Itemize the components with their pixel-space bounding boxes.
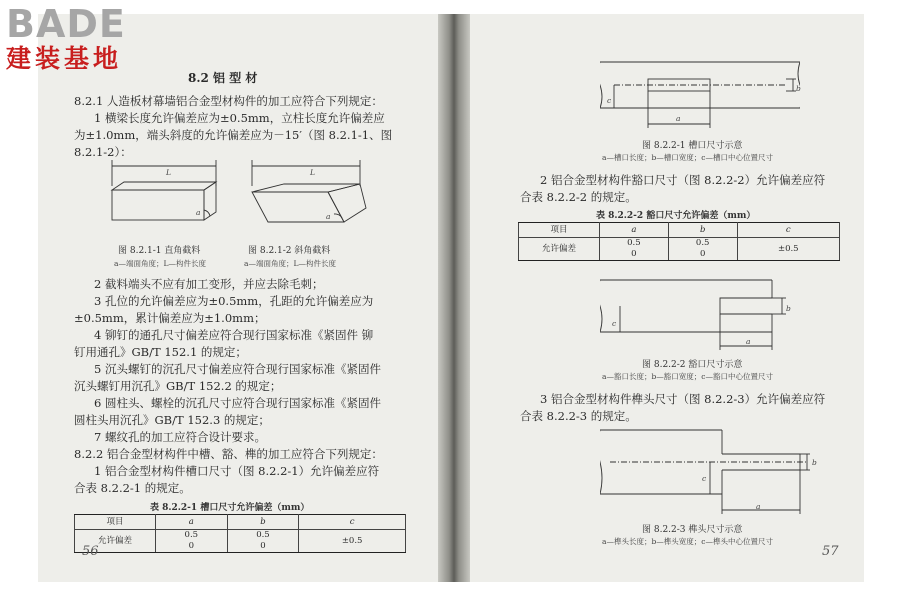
angle-arc — [204, 210, 210, 216]
fig2-label-a: a — [326, 212, 331, 221]
left-page — [38, 14, 438, 582]
text-line: 合表 8.2.2-2 的规定。 — [520, 190, 637, 204]
fig2-caption: 图 8.2.1-2 斜角截料 — [248, 246, 331, 256]
page-number: 57 — [822, 544, 839, 559]
fig5-caption: 图 8.2.2-3 榫头尺寸示意 — [642, 525, 743, 535]
text-line: 2 截料端头不应有加工变形，并应去除毛刺； — [94, 277, 324, 291]
fig3-label-a: a — [676, 114, 681, 123]
section-title: 8.2 铝 型 材 — [188, 71, 258, 85]
book-gutter — [438, 14, 470, 582]
text-line: 沉头螺钉用沉孔》GB/T 152.2 的规定； — [74, 379, 282, 393]
table-header: c — [737, 223, 839, 238]
fig1-label-a: a — [196, 208, 201, 217]
fig3-note: a—槽口长度；b—槽口宽度；c—槽口中心位置尺寸 — [602, 153, 773, 162]
figure-slot — [600, 52, 800, 134]
angle-arc — [334, 214, 342, 218]
fig5-label-b: b — [812, 458, 817, 467]
tol-lower: 0 — [260, 541, 266, 551]
tol-lower: 0 — [188, 541, 195, 551]
figure-tenon — [600, 424, 810, 520]
fig1-note: a—端面角度；L—构件长度 — [114, 259, 206, 268]
fig5-note: a—榫头长度；b—榫头宽度；c—榫头中心位置尺寸 — [602, 537, 773, 546]
fig3-caption: 图 8.2.2-1 槽口尺寸示意 — [642, 141, 743, 151]
profile-top-face — [112, 182, 216, 190]
fig1-label-L: L — [166, 168, 171, 177]
brand-logo — [6, 4, 126, 74]
logo-text-cn: 建装基地 — [6, 44, 123, 73]
text-line: 4 铆钉的通孔尺寸偏差应符合现行国家标准《紧固件 铆 — [94, 328, 374, 342]
table-cell — [156, 530, 228, 553]
fig4-label-c: c — [612, 319, 617, 328]
table2-title: 表 8.2.2-2 豁口尺寸允许偏差（mm） — [596, 211, 756, 221]
logo-text-en: BADE — [6, 2, 126, 46]
text-line: 合表 8.2.2-1 的规定。 — [74, 481, 191, 495]
tol-lower: 0 — [699, 249, 706, 259]
text-line: 6 圆柱头、螺栓的沉孔尺寸应符合现行国家标准《紧固件 — [94, 396, 381, 410]
fig3-label-c: c — [607, 96, 612, 105]
table-header: 项目 — [75, 515, 156, 530]
text-line: 3 孔位的允许偏差应为±0.5mm，孔距的允许偏差应为 — [94, 294, 374, 308]
text-line: 3 铝合金型材构件榫头尺寸（图 8.2.2-3）允许偏差应符 — [540, 392, 826, 406]
table-header: b — [227, 515, 299, 530]
tol-upper: 0.5 — [256, 530, 270, 540]
profile-end-face — [204, 182, 216, 220]
table-cell — [600, 238, 669, 261]
notch-outline — [720, 298, 772, 314]
table-row-label: 允许偏差 — [519, 238, 600, 261]
text-line: 5 沉头螺钉的沉孔尺寸偏差应符合现行国家标准《紧固件 — [94, 362, 381, 376]
fig1-caption: 图 8.2.1-1 直角截料 — [118, 246, 201, 256]
text-line: 1 铝合金型材构件槽口尺寸（图 8.2.2-1）允许偏差应符 — [94, 464, 380, 478]
fig4-label-b: b — [786, 304, 791, 313]
fig4-caption: 图 8.2.2-2 豁口尺寸示意 — [642, 360, 743, 370]
text-line: 8.2.1-2）： — [74, 145, 132, 159]
break-line — [600, 280, 602, 332]
text-line: 2 铝合金型材构件豁口尺寸（图 8.2.2-2）允许偏差应符 — [540, 173, 826, 187]
fig4-note: a—豁口长度；b—豁口宽度；c—豁口中心位置尺寸 — [602, 372, 773, 381]
table1-title: 表 8.2.2-1 槽口尺寸允许偏差（mm） — [150, 503, 310, 513]
clause-8-2-1: 8.2.1 人造板材幕墙铝合金型材构件的加工应符合下列规定： — [74, 94, 383, 108]
profile-bevel-face — [328, 184, 366, 222]
table-8-2-2-1 — [74, 514, 406, 553]
table-header: b — [668, 223, 737, 238]
table-cell: ±0.5 — [299, 530, 406, 553]
text-line: 为±1.0mm，端头斜度的允许偏差应为－15′（图 8.2.1-1、图 — [74, 128, 393, 142]
break-line — [600, 430, 602, 494]
figure-right-angle-cut — [104, 156, 224, 238]
fig5-label-a: a — [756, 502, 761, 511]
fig3-label-b: b — [796, 84, 801, 93]
table-header: c — [299, 515, 406, 530]
table-header: a — [600, 223, 669, 238]
fig2-label-L: L — [310, 168, 315, 177]
figure-bevel-cut — [242, 156, 372, 238]
table-header: 项目 — [519, 223, 600, 238]
text-line: 圆柱头用沉孔》GB/T 152.3 的规定； — [74, 413, 270, 427]
right-page — [470, 14, 864, 582]
tol-upper: 0.5 — [627, 238, 641, 248]
slot-outline — [648, 79, 710, 91]
page-number: 56 — [82, 544, 99, 559]
table-cell — [668, 238, 737, 261]
tol-upper: 0.5 — [695, 238, 710, 248]
text-line: 1 横梁长度允许偏差应为±0.5mm，立柱长度允许偏差应 — [94, 111, 385, 125]
table-cell — [227, 530, 299, 553]
break-line — [600, 62, 602, 108]
fig2-note: a—端面角度；L—构件长度 — [244, 259, 336, 268]
text-line: 钉用通孔》GB/T 152.1 的规定； — [74, 345, 247, 359]
table-cell: ±0.5 — [737, 238, 839, 261]
table-header: a — [156, 515, 228, 530]
tol-upper: 0.5 — [184, 530, 199, 540]
fig4-label-a: a — [746, 337, 751, 346]
profile-front-face — [112, 190, 204, 220]
clause-8-2-2: 8.2.2 铝合金型材构件中槽、豁、榫的加工应符合下列规定： — [74, 447, 383, 461]
table-8-2-2-2 — [518, 222, 840, 261]
book-spread — [38, 14, 864, 582]
table-row-label: 允许偏差 — [75, 530, 156, 553]
text-line: 7 螺纹孔的加工应符合设计要求。 — [94, 430, 266, 444]
text-line: ±0.5mm，累计偏差应为±1.0mm； — [74, 311, 266, 325]
text-line: 合表 8.2.2-3 的规定。 — [520, 409, 637, 423]
tol-lower: 0 — [631, 249, 637, 259]
figure-notch — [600, 270, 800, 360]
fig5-label-c: c — [702, 474, 707, 483]
